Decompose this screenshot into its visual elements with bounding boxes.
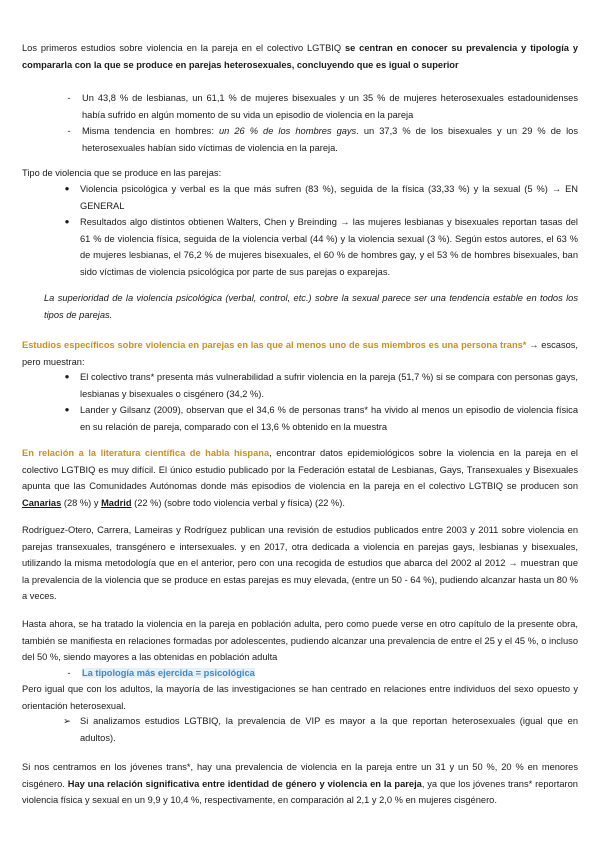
canarias-label: Canarias [22,497,62,508]
spanish-literature-text: , encontrar datos epidemiológicos sobre la violencia en la pareja en el colectivo LGTBIQ es muy difícil. El único estudio publicado por la Federación estatal de Lesbianas, Gays, Transexuales y Bisexuales apunta que las Comunidades Autónomas donde más episodios de violencia en la pareja en el colectivo LGTBIQ se producen son [22,448,578,492]
list-item [22,369,578,402]
lgtbiq-list [22,713,578,746]
list-item [22,713,578,746]
list-item-text: Si analizamos estudios LGTBIQ, la prevalencia de VIP es mayor a la que reportan heterosexuales (igual que en adultos). [80,716,578,743]
list-item-text: Lander y Gilsanz (2009), observan que el 34,6 % de personas trans* ha vivido al menos un episodio de violencia física en su relación de pareja, comparado con el 13,6 % obtenido en la muestra [80,405,578,432]
list-item [22,181,578,214]
trans-studies-paragraph [22,337,578,370]
list-item [22,123,578,156]
youth-trans-lead: Si nos centramos en los jóvenes trans*, hay una prevalencia de violencia en la pareja entre un 31 y un 50 %, 20 % en menores cisgénero. [22,762,578,789]
stats-list [22,90,578,156]
dash-marker: - [67,93,71,103]
youth-trans-rest: , ya que los jóvenes trans* reportaron violencia física y sexual en un 9,9 y 10,4 %, respectivamente, en comparación al 2,1 y 2,0 % en mujeres cisgénero. [22,778,578,806]
bullet-marker: ● [64,405,70,415]
violence-types-list [22,181,578,281]
list-item-text [82,123,578,156]
men-trend-rest: . un 37,3 % de los bisexuales y un 29 % de los heterosexuales habían sido víctimas de violencia en la pareja. [82,126,578,153]
list-item-text [82,665,578,682]
spanish-literature-text-2: (28 %) y [61,497,102,508]
list-item [22,214,578,280]
bullet-marker: ● [64,184,70,193]
typology-highlight: La tipología más ejercida = psicológica [82,668,255,678]
list-item-text: Resultados algo distintos obtienen Walters, Chen y Breinding → las mujeres lesbianas y bisexuales reportan tasas del 61 % de violencia física, seguida de la violencia verbal (44 %) y la violencia sexual (3 %). Según estos autores, el 63 % de mujeres lesbianas, el 76,2 % de mujeres bisexuales, el 60 % de hombres gay, y el 53 % de hombres bisexuales, ban sido víctimas de violencia psicológica por parte de sus parejas o exparejas. [80,217,578,277]
dash-marker: - [67,126,71,137]
spanish-literature-heading: En relación a la literatura científica de habla hispana [22,448,270,458]
bullet-marker: ● [64,372,70,381]
intro-bold: se centran en conocer su prevalencia y tipología y compararla con la que se produce en parejas heterosexuales, concluyendo que es igual o superior [22,43,578,70]
youth-trans-bold: Hay una relación significativa entre identidad de género y violencia en la pareja [67,778,422,789]
trans-studies-rest: → escasos, pero muestran: [22,340,578,367]
men-trend-italic: un 26 % de los hombres gays [218,126,357,137]
violence-types-title: Tipo de violencia que se produce en las parejas: [22,168,222,178]
adults-paragraph: Pero igual que con los adultos, la mayoría de las investigaciones se han centrado en relaciones entre individuos del sexo opuesto y orientación heterosexual. [22,684,578,711]
arrow-marker: ➢ [63,716,71,726]
madrid-label: Madrid [101,497,132,508]
list-item [22,665,578,682]
list-item [22,90,578,123]
dash-marker: - [67,668,71,678]
typology-list [22,665,578,682]
bullet-marker: ● [64,217,70,227]
list-item [22,402,578,435]
list-item-text: El colectivo trans* presenta más vulnerabilidad a sufrir violencia en la pareja (51,7 %) si se compara con personas gays, lesbianas y bisexuales o cisgénero (34,2 %). [80,372,578,399]
intro-lead: Los primeros estudios sobre violencia en la pareja en el colectivo LGTBIQ [22,43,342,53]
spanish-literature-text-3: (22 %) (sobre todo violencia verbal y física) (22 %). [131,497,345,508]
adolescents-paragraph: Hasta ahora, se ha tratado la violencia en la pareja en población adulta, pero como puede verse en otro capítulo de la presente obra, también se manifiesta en relaciones formadas por adolescentes, pudiendo alcanzar una prevalencia de entre el 25 y el 45 %, o incluso del 50 %, siendo mayores a las obtenidas en población adulta [22,619,578,663]
psychological-note: La superioridad de la violencia psicológica (verbal, control, etc.) sobre la sexual parece ser una tendencia estable en todos los tipos de parejas. [44,293,578,320]
review-paragraph: Rodríguez-Otero, Carrera, Lameiras y Rodríguez publican una revisión de estudios publicados entre 2003 y 2011 sobre violencia en parejas transexuales, transgénero e intersexuales. y en 2017, otra dedicada a violencia en parejas gays, lesbianas y bisexuales, utilizando la misma metodología que en el anterior, pero con una recogida de estudios que abarca del 2002 al 2012 → muestran que la prevalencia de la violencia que se produce en estas parejas es muy elevada, (entre un 50 - 64 %), pudiendo alcanzar hasta un 80 % a veces. [22,525,578,602]
intro-paragraph [22,40,578,73]
list-item-text: Violencia psicológica y verbal es la que más sufren (83 %), seguida de la física (33,33 %) y la sexual (5 %) → EN GENERAL [80,184,578,211]
trans-studies-heading: Estudios específicos sobre violencia en parejas en las que al menos uno de sus miembros es una persona trans* [22,340,527,350]
spanish-literature-paragraph [22,445,578,511]
trans-studies-list [22,369,578,435]
men-trend-lead: Misma tendencia en hombres: [82,126,219,137]
youth-trans-paragraph [22,759,578,809]
list-item-text: Un 43,8 % de lesbianas, un 61,1 % de mujeres bisexuales y un 35 % de mujeres heterosexuales estadounidenses había sufrido en algún momento de su vida un episodio de violencia en la pareja [82,93,578,120]
